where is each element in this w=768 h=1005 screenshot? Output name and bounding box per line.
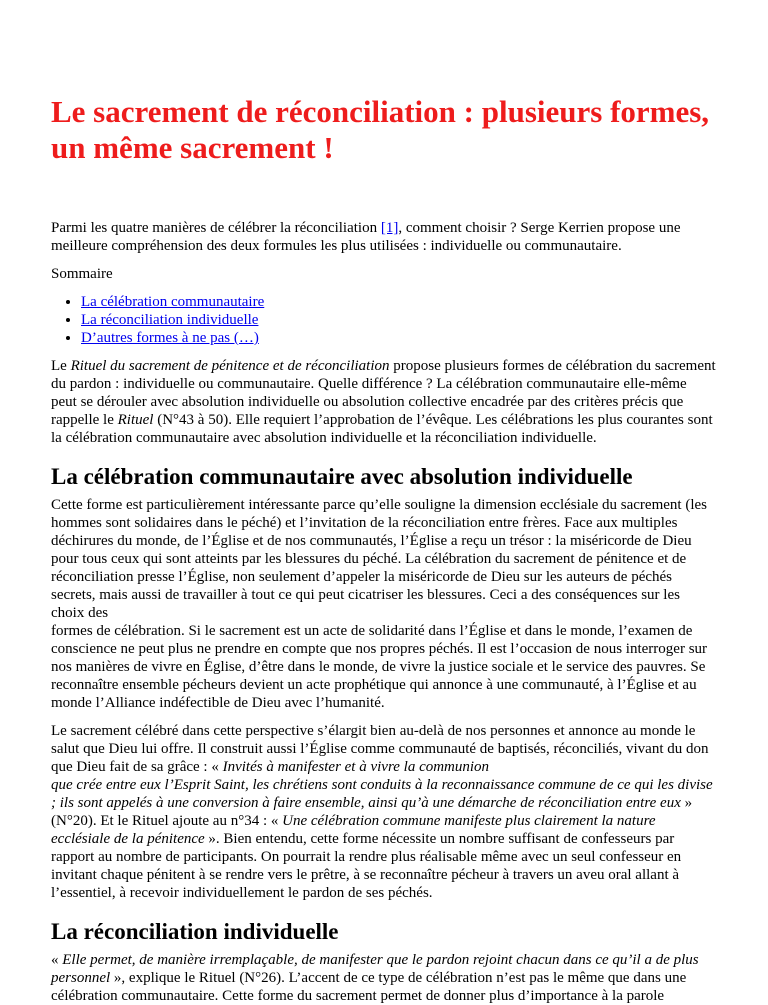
text: » (N°20). Et le Rituel ajoute au n°34 : « [51,795,693,829]
intro-paragraph [51,219,716,255]
toc-item [81,311,716,329]
text: Le [51,358,71,374]
footnote-link[interactable]: [1] [380,220,399,236]
body-paragraph [51,722,716,902]
body-paragraph: formes de célébration. Si le sacrement est un acte de solidarité dans l’Église et dans le monde, l’examen de conscience ne peut plus ne prendre en compte que nos propres péchés. Il est l’occasion de nous interroger sur nos manières de vivre en Église, d’être dans le monde, de vivre la justice sociale et le service des pauvres. Se reconnaître ensemble pécheurs devient un acte prophétique qui annonce à une communauté, à l’Église et au monde l’Alliance indéfectible de Dieu avec l’humanité. [51,623,708,711]
toc-link-autres-formes[interactable]: D’autres formes à ne pas (…) [81,330,259,346]
page-title: Le sacrement de réconciliation : plusieurs formes, un même sacrement ! [51,94,710,165]
toc-link-celebration-communautaire[interactable]: La célébration communautaire [81,294,265,310]
italic-text: Invités à manifester et à vivre la communion [222,759,490,775]
section-heading-communautaire: La célébration communautaire avec absolution individuelle [51,464,633,489]
text: », explique le Rituel (N°26). L’accent de ce type de célébration n’est pas le même que dans une célébration communautaire. Cette forme du sacrement permet de donner plus d’importance à la parole [51,970,687,1004]
text: (N°43 à 50). Elle requiert l’approbation de l’évêque. Les célébrations les plus courantes sont la célébration communautaire avec absolution individuelle et la réconciliation individuelle. [51,412,713,446]
italic-text: que crée entre eux l’Esprit Saint, les chrétiens sont conduits à la reconnaissance commune de ce qui les divise ; ils sont appelés à une conversion à faire ensemble, ainsi qu’à une démarche de réconciliation entre eux [51,777,713,811]
text: ». Bien entendu, cette forme nécessite un nombre suffisant de confesseurs par rapport au nombre de participants. On pourrait la rendre plus réalisable même avec un seul confesseur en invitant chaque pénitent à se rendre vers le prêtre, à se reconnaître pécheur à travers un aveu oral allant à l’essentiel, à recevoir individuellement le pardon de ses péchés. [51,831,682,901]
table-of-contents [51,293,716,347]
text: Le sacrement célébré dans cette perspective s’élargit bien au-delà de nos personnes et annonce au monde le salut que Dieu lui offre. Il construit aussi l’Église comme communauté de baptisés, réconciliés, vivant du don que Dieu fait de sa grâce : « [51,723,709,775]
section-heading-individuelle: La réconciliation individuelle [51,919,339,944]
text: propose plusieurs formes de célébration du sacrement du pardon : individuelle ou communautaire. Quelle différence ? La célébration communautaire elle-même peut se dérouler avec absolution individuelle ou absolution collective encadrée par des critères précis que rappelle le [51,358,716,428]
toc-link-reconciliation-individuelle[interactable]: La réconciliation individuelle [81,312,259,328]
body-paragraph: Cette forme est particulièrement intéressante parce qu’elle souligne la dimension ecclésiale du sacrement (les hommes sont solidaires dans le péché) et l’invitation de la réconciliation entre frères. Face aux multiples déchirures du monde, de l’Église et de nos communautés, l’Église a reçu un trésor : la miséricorde de Dieu pour tous ceux qui sont atteints par les blessures du péché. La célébration du sacrement de pénitence et de réconciliation presse l’Église, non seulement d’appeler la miséricorde de Dieu sur les auteurs de péchés secrets, mais aussi de travailler à tout ce qui peut cicatriser les blessures. Ceci a des conséquences sur les choix des [51,497,707,621]
sommaire-label: Sommaire [51,266,113,282]
toc-item [81,293,716,311]
text: « [51,952,63,968]
toc-item [81,329,716,347]
body-paragraph [51,357,716,447]
italic-text: Elle permet, de manière irremplaçable, de manifester que le pardon rejoint chacun dans ce qu’il a de plus personnel [51,952,699,986]
italic-text: Une célébration commune manifeste plus clairement la nature ecclésiale de la pénitence [51,813,656,847]
body-paragraph [51,951,716,1005]
italic-text: Rituel [117,412,154,428]
italic-text: Rituel du sacrement de pénitence et de réconciliation [70,358,390,374]
intro-text-end: , comment choisir ? Serge Kerrien propose une meilleure compréhension des deux formules les plus utilisées : individuelle ou communautaire. [51,220,681,254]
intro-text: Parmi les quatre manières de célébrer la réconciliation [51,220,381,236]
